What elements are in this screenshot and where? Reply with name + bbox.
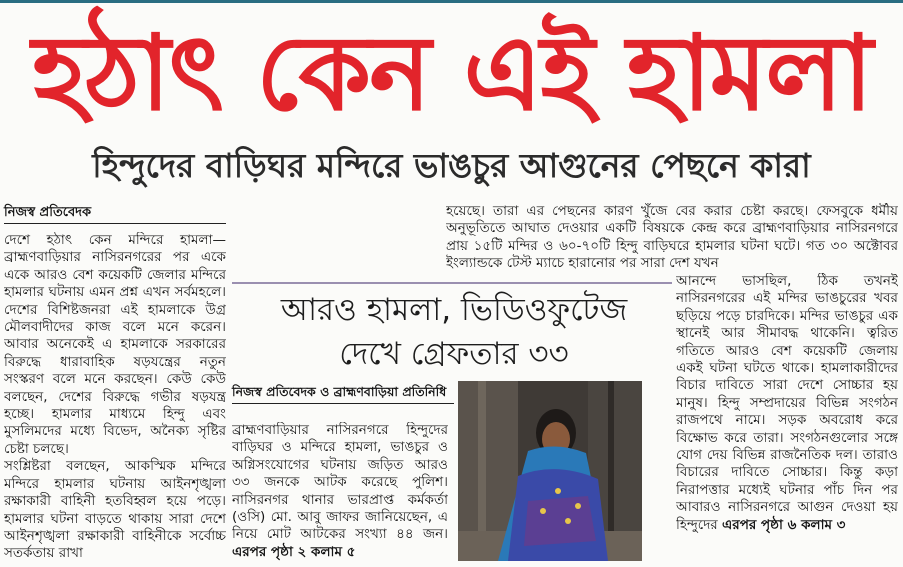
box-byline: নিজস্ব প্রতিবেদক ও ব্রাহ্মণবাড়িয়া প্রতিনিধি xyxy=(232,384,447,399)
box-top-rule xyxy=(232,282,672,284)
left-byline: নিজস্ব প্রতিবেদক xyxy=(4,205,92,220)
box-continuation: এরপর পৃষ্ঠা ২ কলাম ৫ xyxy=(232,543,356,560)
left-paragraph: দেশে হঠাৎ কেন মন্দিরে হামলা— ব্রাহ্মণবাড়িয়ার নাসিরনগরের পর একে একে আরও বেশ কয়েকটি জেলার মন্দিরে হামলার ঘটনায় এমন প্রশ্ন এখন সর্বমহলে। দেশের বিশিষ্টজনরা এই হামলাকে উগ্র মৌলবাদীদের কাজ বলে মনে করেন। আবার অনেকেই এ হামলাকে সরকারের বিরুদ্ধে ধারাবাহিক ষড়যন্ত্রের নতুন সংস্করণ বলে মনে করছেন। কেউ কেউ বলছেন, দেশের বিরুদ্ধে গভীর ষড়যন্ত্র হচ্ছে। হামলার মাধ্যমে হিন্দু এবং মুসলিমদের মধ্যে বিভেদ, অনৈক্য সৃষ্টির চেষ্টা চলছে। xyxy=(4,232,226,457)
right-top-text: হয়েছে। তারা এর পেছনের কারণ খুঁজে বের করার চেষ্টা করছে। ফেসবুকে ধর্মীয় অনুভূতিতে আঘাত দেওয়ার একটি বিষয়কে কেন্দ্র করে ব্রাহ্মণবাড়িয়ার নাসিরনগরে প্রায় ১৫টি মন্দির ও ৬০-৭০টি হিন্দু বাড়িঘরে হামলার ঘটনা ঘটে। গত ৩০ অক্টোবর ইংল্যান্ডকে টেস্ট ম্যাচে হারানোর পর সারা দেশ যখন xyxy=(446,203,898,272)
top-rule xyxy=(0,0,903,3)
sub-headline: হিন্দুদের বাড়িঘর মন্দিরে ভাঙচুর আগুনের পেছনে কারা xyxy=(92,146,811,185)
right-paragraph: আনন্দে ভাসছিল, ঠিক তখনই নাসিরনগরের এই মন্দির ভাঙচুরের খবর ছড়িয়ে পড়ে চারদিকে। মন্দির ভাঙচুর এক স্থানেই আর সীমাবদ্ধ থাকেনি। ত্বরিত গতিতে আরও বেশ কয়েকটি জেলায় একই ঘটনা ঘটতে থাকে। হামলাকারীদের বিচার দাবিতে সারা দেশে সোচ্চার হয় মানুষ। হিন্দু সম্প্রদায়ের বিভিন্ন সংগঠন রাজপথে নামে। সড়ক অবরোধ করে বিক্ষোভ করে তারা। সংগঠনগুলোর সঙ্গে যোগ দেয় বিভিন্ন রাজনৈতিক দল। তারাও বিচারের দাবিতে সোচ্চার। কিন্তু কড়া নিরাপত্তার মধ্যেই ঘটনার পাঁচ দিন পর আবারও নাসিরনগরে আগুন দেওয়া হয় হিন্দুদের xyxy=(676,273,898,533)
box-headline-line: আরও হামলা, ভিডিওফুটেজ xyxy=(280,292,628,328)
news-photo xyxy=(458,381,642,561)
left-paragraph: সংশ্লিষ্টরা বলছেন, আকস্মিক মন্দিরে মন্দিরে হামলার ঘটনায় আইনশৃঙ্খলা রক্ষাকারী বাহিনী হতবিহ্বল হয়ে পড়ে। হামলার ঘটনা বাড়তে থাকায় সারা দেশে আইনশৃঙ্খলা রক্ষাকারী বাহিনীকে সর্বোচ্চ সতর্কতায় রাখা xyxy=(4,458,226,562)
main-headline: হঠাৎ কেন এই হামলা xyxy=(31,12,872,134)
box-article-text xyxy=(232,422,448,567)
byline-divider xyxy=(4,223,226,224)
left-article-column xyxy=(4,232,226,567)
box-paragraph: ব্রাহ্মণবাড়িয়ার নাসিরনগরে হিন্দুদের বাড়িঘর ও মন্দিরে হামলা, ভাঙচুর ও অগ্নিসংযোগের ঘটনায় জড়িত আরও ৩৩ জনকে আটক করেছে পুলিশ। নাসিরনগর থানার ভারপ্রাপ্ত কর্মকর্তা (ওসি) মো. আবু জাফর জানিয়েছেন, এ নিয়ে মোট আটকের সংখ্যা ৪৪ জন। xyxy=(232,422,448,543)
box-byline-divider xyxy=(232,403,454,404)
box-headline xyxy=(232,288,676,384)
box-headline-line: দেখে গ্রেফতার ৩৩ xyxy=(339,336,569,372)
right-continuation: এরপর পৃষ্ঠা ৬ কলাম ৩ xyxy=(722,516,846,533)
right-article-column xyxy=(676,273,898,567)
